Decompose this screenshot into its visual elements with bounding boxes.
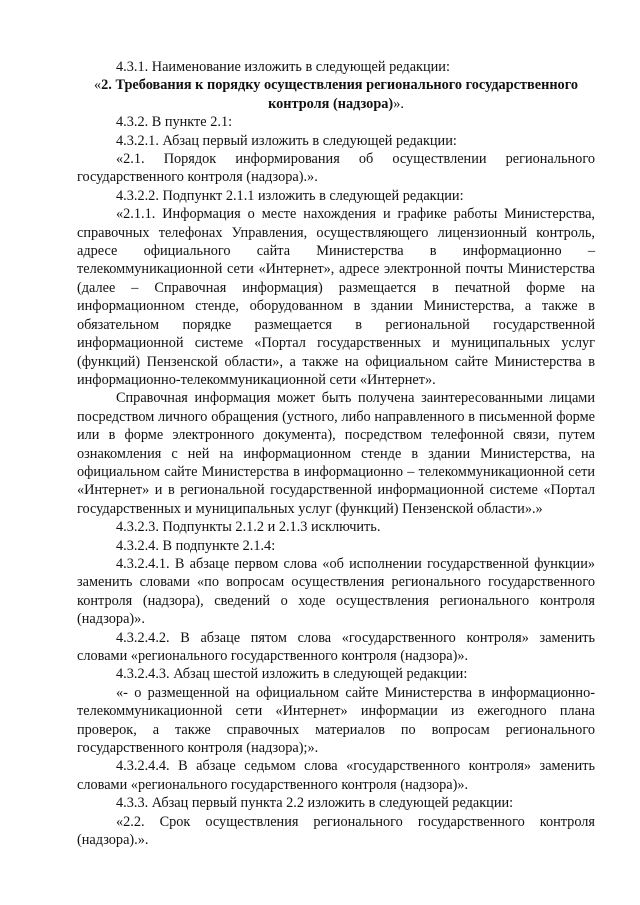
paragraph: «2.1. Порядок информирования об осуществлении регионального государственного контроля (надзора).». bbox=[77, 151, 595, 186]
paragraph: 4.3.2. В пункте 2.1: bbox=[116, 114, 233, 131]
heading-close-quote: ». bbox=[393, 95, 404, 112]
paragraph: 4.3.2.4. В подпункте 2.1.4: bbox=[116, 537, 276, 554]
paragraph: 4.3.3. Абзац первый пункта 2.2 изложить в следующей редакции: bbox=[116, 795, 514, 812]
paragraph: 4.3.2.3. Подпункты 2.1.2 и 2.1.3 исключить. bbox=[116, 519, 381, 536]
heading-text: 2. Требования к порядку осуществления регионального государственного контроля (надзора) bbox=[101, 77, 578, 112]
paragraph: 4.3.2.1. Абзац первый изложить в следующей редакции: bbox=[116, 132, 457, 149]
paragraph: 4.3.1. Наименование изложить в следующей редакции: bbox=[116, 59, 450, 75]
paragraph: Справочная информация может быть получена заинтересованными лицами посредством личного обращения (устного, либо направленного в письменной форме или в форме электронного документа), посредством телефонной связи, путем ознакомления с ней на информационном стенде в здании Министерства, на официальном сайте Министерства в информационно – телекоммуникационной сети «Интернет» и в региональной государственной информационной системе «Портал государственных и муниципальных услуг (функций) Пензенской области».» bbox=[77, 390, 595, 517]
document-page bbox=[77, 58, 595, 849]
paragraph: 4.3.2.4.3. Абзац шестой изложить в следующей редакции: bbox=[116, 666, 468, 683]
paragraph: 4.3.2.4.4. В абзаце седьмом слова «государственного контроля» заменить словами «регионального государственного контроля (надзора)». bbox=[77, 758, 595, 793]
paragraph: 4.3.2.4.1. В абзаце первом слова «об исполнении государственной функции» заменить словами «по вопросам осуществления регионального государственного контроля (надзора), сведений о ходе осуществления регионального контроля (надзора)». bbox=[77, 555, 595, 628]
paragraph: «- о размещенной на официальном сайте Министерства в информационно-телекоммуникационной сети «Интернет» информации из ежегодного плана проверок, а также справочных материалов по вопросам регионального государственного контроля (надзора);». bbox=[77, 684, 595, 757]
paragraph: 4.3.2.2. Подпункт 2.1.1 изложить в следующей редакции: bbox=[116, 187, 464, 204]
section-heading bbox=[77, 76, 595, 113]
paragraph: «2.1.1. Информация о месте нахождения и графике работы Министерства, справочных телефонах Управления, осуществляющего лицензионный контроль, адресе официального сайта Министерства в информационно – телекоммуникационной сети «Интернет», адресе электронной почты Министерства (далее – Справочная информация) размещается в печатной форме на информационном стенде, оборудованном в здании Министерства, а также в обязательном порядке размещается в региональной государственной информационной системе «Портал государственных и муниципальных услуг (функций) Пензенской области», а также на официальном сайте Министерства в информационно-телекоммуникационной сети «Интернет». bbox=[77, 206, 595, 388]
heading-open-quote: « bbox=[94, 77, 102, 94]
paragraph: «2.2. Срок осуществления регионального государственного контроля (надзора).». bbox=[77, 813, 595, 849]
paragraph: 4.3.2.4.2. В абзаце пятом слова «государственного контроля» заменить словами «регионального государственного контроля (надзора)». bbox=[77, 629, 595, 664]
